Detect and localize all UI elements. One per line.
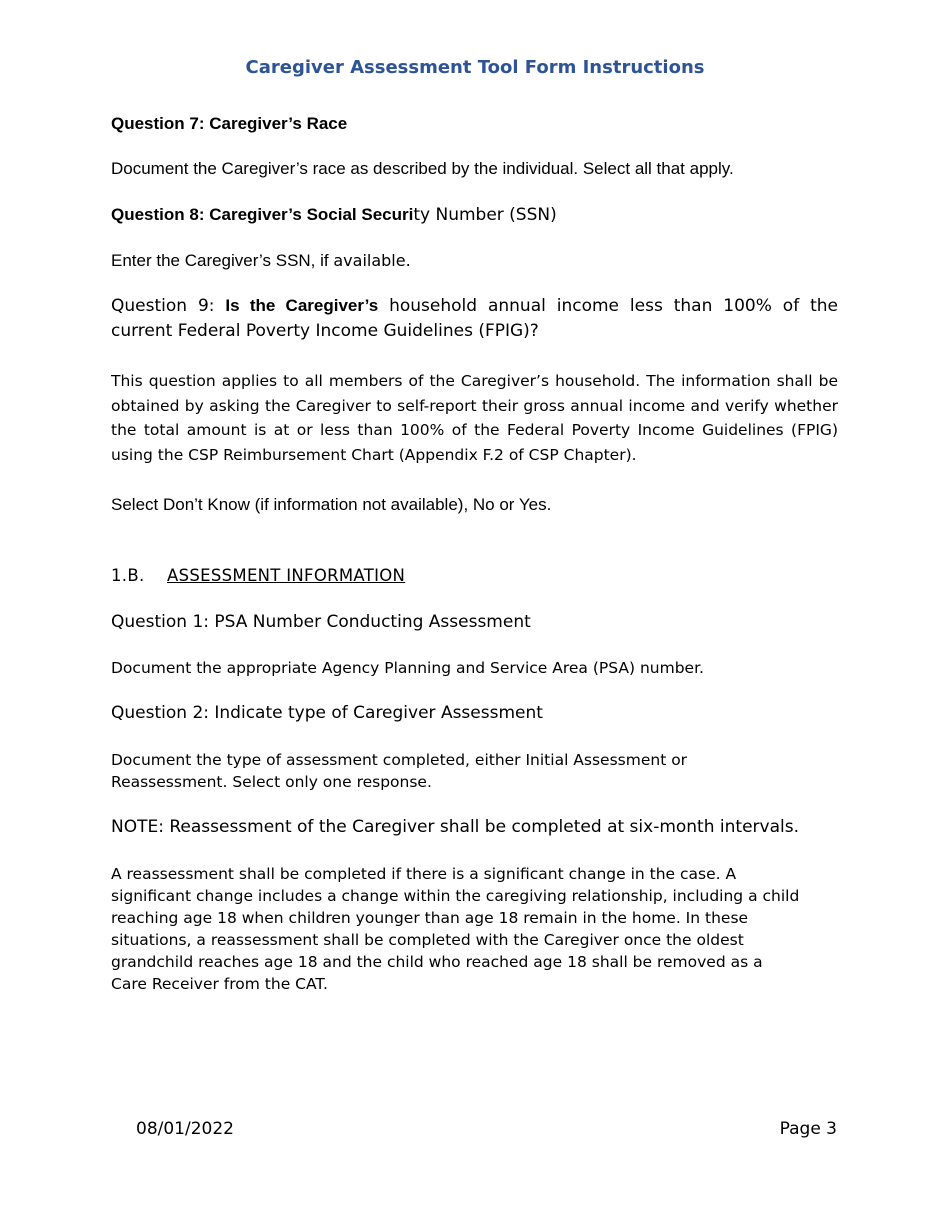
section-heading [111, 566, 838, 585]
page-header: Caregiver Assessment Tool Form Instructions [245, 57, 705, 78]
q9-text: This question applies to all members of the Caregiver’s household. The information shall be obtained by asking the Caregiver to self-report their gross annual income and verify whether the total amount is at or less than 100% of the Federal Poverty Income Guidelines (FPIG) using the CSP Reimbursement Chart (Appendix F.2 of CSP Chapter). [111, 372, 838, 464]
s-q2-text-line: Reassessment. Select only one response. [111, 773, 432, 791]
section-number: 1.B. [111, 566, 145, 585]
footer-page-number: Page 3 [779, 1119, 837, 1139]
q9-label: Question 9: [111, 296, 226, 316]
q9-select-text: Select Don’t Know (if information not available), No or Yes. [111, 495, 552, 514]
s-q1-text: Document the appropriate Agency Planning and Service Area (PSA) number. [111, 659, 704, 677]
q7-text: Document the Caregiver’s race as described by the individual. Select all that apply. [111, 159, 734, 178]
s-q2-text-line: Document the type of assessment completed, either Initial Assessment or [111, 751, 688, 769]
q9-heading-rest: household annual income less than 100% of the current Federal Poverty Income Guidelines (FPIG)? [111, 296, 838, 341]
reassessment-text [111, 863, 838, 995]
footer-date: 08/01/2022 [136, 1119, 234, 1139]
note-text: NOTE: Reassessment of the Caregiver shall be completed at six-month intervals. [111, 817, 799, 837]
q7-heading: Question 7: Caregiver’s Race [111, 114, 348, 133]
reassessment-line: A reassessment shall be completed if there is a significant change in the case. A [111, 865, 737, 883]
reassessment-line: grandchild reaches age 18 and the child who reached age 18 shall be removed as a [111, 953, 763, 971]
s-q2-text [111, 749, 838, 793]
q9-heading [111, 293, 838, 344]
reassessment-line: situations, a reassessment shall be completed with the Caregiver once the oldest [111, 931, 744, 949]
s-q2-heading: Question 2: Indicate type of Caregiver Assessment [111, 703, 543, 723]
q8-heading-bold: Question 8: Caregiver’s Social Securi [111, 205, 414, 224]
q9-heading-bold: Is the Caregiver’s [225, 296, 379, 315]
reassessment-line: significant change includes a change within the caregiving relationship, including a child [111, 887, 800, 905]
q8-heading [111, 205, 838, 225]
reassessment-line: Care Receiver from the CAT. [111, 975, 328, 993]
section-title: ASSESSMENT INFORMATION [167, 566, 406, 585]
q8-text-end: available. [333, 251, 411, 270]
q8-text-start: Enter the Caregiver’s SSN, if [111, 251, 334, 270]
reassessment-line: reaching age 18 when children younger than age 18 remain in the home. In these [111, 909, 749, 927]
s-q1-heading: Question 1: PSA Number Conducting Assessment [111, 612, 531, 632]
q8-text [111, 251, 838, 271]
q8-heading-rest: ty Number (SSN) [413, 205, 557, 225]
